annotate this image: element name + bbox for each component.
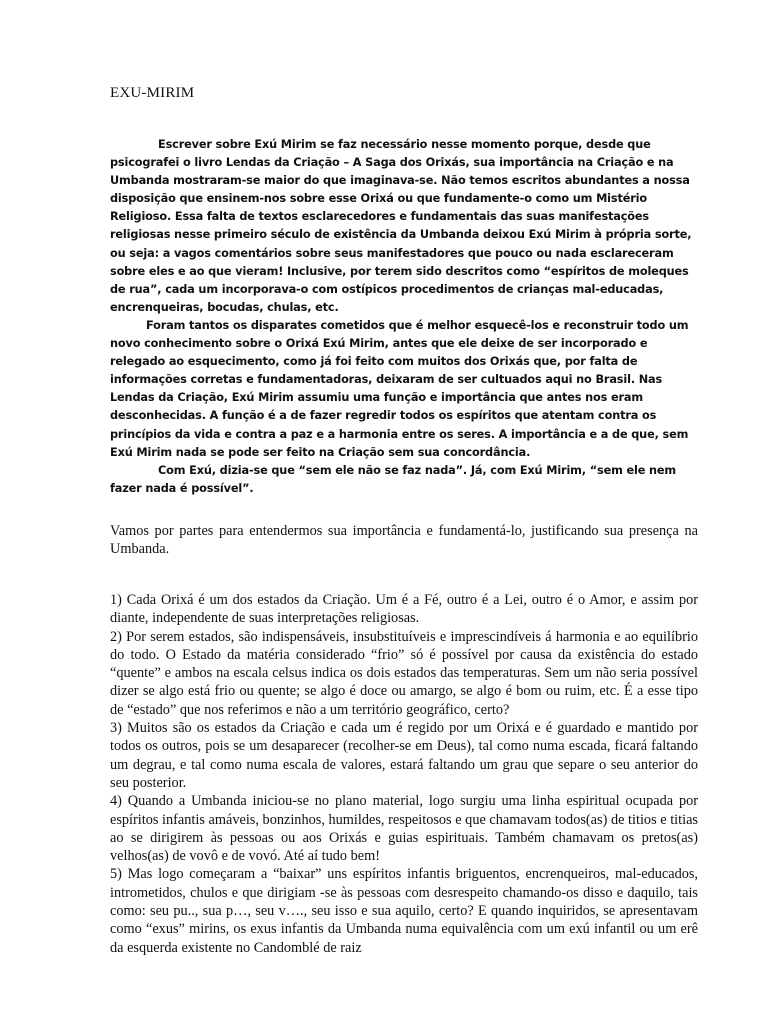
intro-paragraph-2: Foram tantos os disparates cometidos que é melhor esquecê-los e reconstruir todo um novo conhecimento sobre o Orixá Exú Mirim, antes que ele deixe de ser incorporado e relegado ao esquecimento, como já foi feito com muitos dos Orixás que, por falta de informações corretas e fundamentadoras, deixaram de ser cultuados aqui no Brasil. Nas Lendas da Criação, Exú Mirim assumiu uma função e importância que antes nos eram desconhecidas. A função é a de fazer regredir todos os espíritos que atentam contra os princípios da vida e contra a paz e a harmonia entre os seres. A importância e a de que, sem Exú Mirim nada se pode ser feito na Criação sem sua concordância.	[110, 318, 689, 459]
numbered-paragraph-4: 4) Quando a Umbanda iniciou-se no plano material, logo surgiu uma linha espiritual ocupada por espíritos infantis amáveis, bonzinhos, humildes, respeitosos e que chamavam todos(as) de titios e titias ao se dirigirem às pessoas ou aos Orixás e guias espirituais. Também chamavam os pretos(as) velhos(as) de vovô e de vovó. Até aí tudo bem!	[110, 793, 698, 865]
intro-section	[110, 136, 704, 498]
numbered-paragraph-5: 5) Mas logo começaram a “baixar” uns espíritos infantis briguentos, encrenqueiros, mal-educados, intrometidos, chulos e que dirigiam -se às pessoas com desrespeito chamando-os disso e daquilo, tais como: seu pu.., sua p…, seu v…., seu isso e sua aquilo, certo? E quando inquiridos, se apresentavam como “exus” mirins, os exus infantis da Umbanda numa equivalência com um exú infantil ou um erê da esquerda existente no Candomblé de raiz	[110, 866, 698, 956]
intro-paragraph-1: Escrever sobre Exú Mirim se faz necessário nesse momento porque, desde que psicografei o livro Lendas da Criação – A Saga dos Orixás, sua importância na Criação e na Umbanda mostraram-se maior do que imaginava-se. Não temos escritos abundantes a nossa disposição que ensinem-nos sobre esse Orixá ou que fundamente-o como um Mistério Religioso. Essa falta de textos esclarecedores e fundamentais das suas manifestações religiosas nesse primeiro século de existência da Umbanda deixou Exú Mirim à própria sorte, ou seja: a vagos comentários sobre seus manifestadores que pouco ou nada esclareceram sobre eles e ao que vieram! Inclusive, por terem sido descritos como “espíritos de moleques de rua”, cada um incorporava-o com ostípicos procedimentos de crianças mal-educadas, encrenqueiras, bocudas, chulas, etc.	[110, 138, 692, 314]
numbered-paragraph-3: 3) Muitos são os estados da Criação e cada um é regido por um Orixá e é guardado e mantido por todos os outros, pois se um desaparecer (recolher-se em Deus), tal como numa escada, ficará faltando um degrau, e tal como numa escala de valores, estará faltando um grau que separe o seu anterior do seu posterior.	[110, 720, 698, 791]
document-title: EXU-MIRIM	[110, 85, 195, 101]
lead-paragraph: Vamos por partes para entendermos sua importância e fundamentá-lo, justificando sua presença na Umbanda.	[110, 523, 698, 558]
numbered-section	[110, 591, 698, 957]
intro-paragraph-3: Com Exú, dizia-se que “sem ele não se faz nada”. Já, com Exú Mirim, “sem ele nem fazer nada é possível”.	[110, 463, 677, 495]
numbered-paragraph-1: 1) Cada Orixá é um dos estados da Criação. Um é a Fé, outro é a Lei, outro é o Amor, e assim por diante, independente de suas interpretações religiosas.	[110, 592, 698, 627]
lead-section	[110, 522, 698, 559]
numbered-paragraph-2: 2) Por serem estados, são indispensáveis, insubstituíveis e imprescindíveis á harmonia e ao equilíbrio do todo. O Estado da matéria considerado “frio” só é possível por causa da existência do estado “quente” e ambos na escala celsus indica os dois estados das temperaturas. Sem um não seria possível dizer se algo está frio ou quente; se algo é doce ou amargo, se algo é bom ou ruim, etc. É a esse tipo de “estado” que nos referimos e não a um território geográfico, certo?	[110, 628, 698, 718]
